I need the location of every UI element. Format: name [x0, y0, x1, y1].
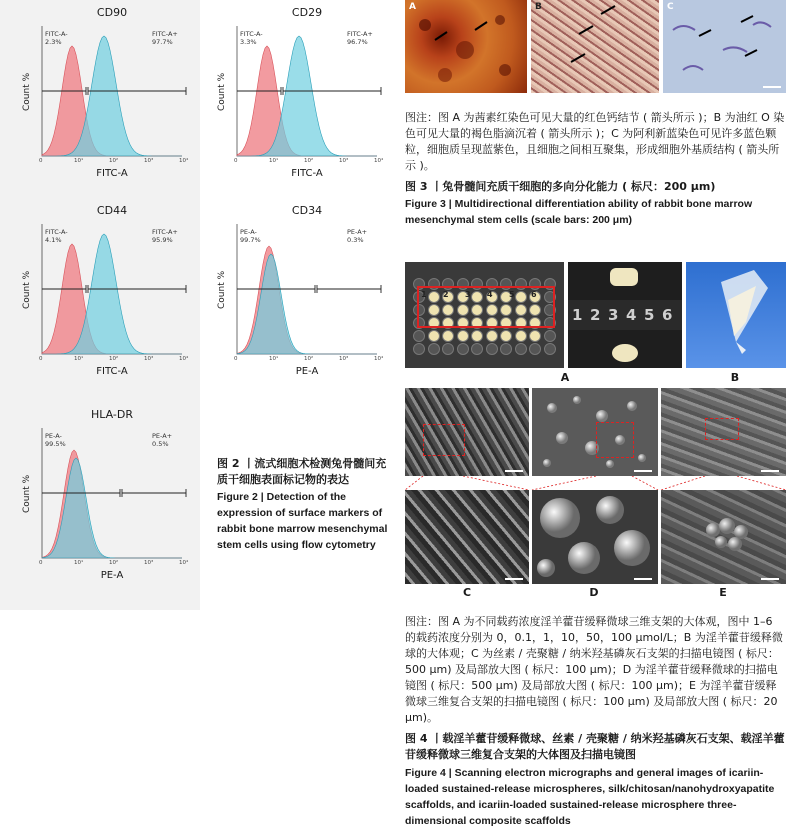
- x-tick: 0: [234, 158, 238, 164]
- scale-bar: [761, 578, 779, 580]
- panel-label-c: C: [462, 586, 472, 599]
- oil-red-o-photo: [531, 0, 659, 93]
- scale-bar: [505, 578, 523, 580]
- ruler-number: 1: [572, 306, 583, 324]
- positive-gate-label: FITC-A+ 97.7%: [152, 30, 178, 46]
- histogram-cd29: [207, 6, 384, 196]
- ruler-number: 5: [644, 306, 655, 324]
- alizarin-red-photo: [405, 0, 527, 93]
- figure3-caption-en: Figure 3 | Multidirectional differentiation ability of rabbit bone marrow mesenchymal stem cells (scale bars: 200 μm): [405, 198, 753, 226]
- well-number: 2: [443, 290, 449, 299]
- panel-label-a: A: [560, 371, 570, 384]
- x-tick: 10⁴: [374, 356, 384, 362]
- scale-bar: [634, 470, 652, 472]
- figure4-note: 图注：图 A 为不同载药浓度淫羊藿苷缓释微球三维支架的大体观，图中 1–6 的载药浓度分别为 0，0.1，1，10，50，100 μmol/L；B 为淫羊藿苷缓释微球的大体观；C 为丝素 / 壳聚糖 / 纳米羟基磷灰石支架的扫描电镜图 ( 标尺：500 μm) 及局部放大图 ( 标尺：100 μm)；D 为淫羊藿苷缓释微球的扫描电镜图 ( 标尺：500 μm) 及局部放大图 ( 标尺：100 μm)；E 为淫羊藿苷缓释微球三维复合支架的扫描电镜图 ( 标尺：100 μm) 及局部放大图 ( 标尺：20 μm)。: [405, 615, 783, 724]
- panel-label-d: D: [589, 586, 599, 599]
- positive-gate-label: FITC-A+ 95.9%: [152, 228, 178, 244]
- well: [428, 343, 440, 355]
- y-axis-label: Count %: [217, 72, 227, 111]
- sem-composite-overview: [661, 388, 786, 476]
- x-axis-label: FITC-A: [96, 168, 128, 179]
- sem-scaffold-overview: [405, 388, 529, 476]
- x-tick: 10³: [144, 356, 154, 362]
- positive-gate-label: PE-A+ 0.3%: [347, 228, 368, 244]
- x-tick: 10³: [144, 560, 154, 566]
- histogram-title: CD29: [291, 6, 323, 19]
- x-tick: 10⁴: [179, 560, 189, 566]
- x-tick: 10²: [304, 356, 314, 362]
- figure4-caption-en: Figure 4 | Scanning electron micrographs and general images of icariin-loaded sustained-release microspheres, silk/chitosan/nanohydroxyapatite scaffolds, and icariin-loaded sustained-release microsphere three-dimensional composite scaffolds: [405, 767, 775, 827]
- sem-composite-zoom: [661, 490, 786, 584]
- x-tick: 10¹: [269, 158, 279, 164]
- well: [515, 330, 527, 342]
- well: [428, 330, 440, 342]
- well: [515, 343, 527, 355]
- figure2-caption-en: Figure 2 | Detection of the expression of surface markers of rabbit bone marrow mesenchymal stem cells using flow cytometry: [217, 491, 388, 551]
- histogram-hla-dr: [12, 408, 189, 598]
- well: [529, 343, 541, 355]
- zoom-connector-lines: [405, 476, 786, 490]
- well-number: 1: [421, 290, 427, 299]
- negative-gate-label: PE-A- 99.7%: [240, 228, 261, 244]
- panel-label-c: C: [667, 2, 674, 12]
- well: [457, 343, 469, 355]
- scaffold-sample-top: [610, 268, 638, 286]
- x-tick: 10¹: [74, 560, 84, 566]
- panel-label-b: B: [730, 371, 740, 384]
- x-tick: 10²: [109, 356, 119, 362]
- x-tick: 10²: [304, 158, 314, 164]
- negative-gate-label: FITC-A- 3.3%: [240, 30, 263, 46]
- zoom-box: [423, 424, 465, 456]
- histogram-title: CD44: [96, 204, 128, 217]
- figure4-caption-zh: 图 4 丨载淫羊藿苷缓释微球、丝素 / 壳聚糖 / 纳米羟基磷灰石支架、载淫羊藿苷缓释微球三维复合支架的大体图及扫描电镜图: [405, 732, 785, 761]
- negative-gate-label: FITC-A- 4.1%: [45, 228, 68, 244]
- x-tick: 10¹: [269, 356, 279, 362]
- x-tick: 10³: [144, 158, 154, 164]
- well-plate-photo: [405, 262, 564, 368]
- x-tick: 10²: [109, 560, 119, 566]
- figure2-caption-zh: 图 2 丨流式细胞术检测兔骨髓间充质干细胞表面标记物的表达: [217, 457, 387, 486]
- histogram-cd34: [207, 204, 384, 394]
- y-axis-label: Count %: [217, 270, 227, 309]
- histogram-title: HLA-DR: [90, 408, 134, 421]
- well: [486, 343, 498, 355]
- x-tick: 10¹: [74, 356, 84, 362]
- histogram-title: CD34: [291, 204, 323, 217]
- sem-scaffold-zoom: [405, 490, 529, 584]
- x-tick: 10⁴: [374, 158, 384, 164]
- well-number: 3: [465, 290, 471, 299]
- x-tick: 10³: [339, 356, 349, 362]
- zoom-box: [705, 418, 739, 440]
- highlight-box: [417, 286, 555, 328]
- scaffold-sample-bottom: [612, 344, 638, 362]
- ruler-number: 4: [626, 306, 637, 324]
- well: [413, 330, 425, 342]
- x-axis-label: PE-A: [100, 570, 124, 581]
- well: [471, 330, 483, 342]
- ruler-number: 3: [608, 306, 619, 324]
- ruler-number: 2: [590, 306, 601, 324]
- histogram-cd44: [12, 204, 189, 394]
- x-tick: 0: [39, 560, 43, 566]
- x-tick: 0: [39, 356, 43, 362]
- x-tick: 10⁴: [179, 356, 189, 362]
- well: [529, 330, 541, 342]
- scale-bar: [505, 470, 523, 472]
- well: [500, 343, 512, 355]
- scale-bar: [634, 578, 652, 580]
- y-axis-label: Count %: [22, 474, 32, 513]
- well: [544, 330, 556, 342]
- sem-microsphere-overview: [532, 388, 658, 476]
- x-tick: 10¹: [74, 158, 84, 164]
- histogram-cd90: [12, 6, 189, 196]
- ruler-number: 6: [662, 306, 673, 324]
- x-axis-label: FITC-A: [291, 168, 323, 179]
- ruler-photo: [568, 262, 682, 368]
- well: [413, 343, 425, 355]
- well: [457, 330, 469, 342]
- positive-gate-label: PE-A+ 0.5%: [152, 432, 173, 448]
- histogram-title: CD90: [96, 6, 128, 19]
- well: [500, 330, 512, 342]
- well: [471, 343, 483, 355]
- negative-gate-label: FITC-A- 2.3%: [45, 30, 68, 46]
- panel-label-a: A: [409, 2, 416, 12]
- x-axis-label: PE-A: [295, 366, 319, 377]
- scale-bar: [761, 470, 779, 472]
- figure3-note: 图注：图 A 为茜素红染色可见大量的红色钙结节 ( 箭头所示 )；B 为油红 O 染色可见大量的褐色脂滴沉着 ( 箭头所示 )；C 为阿利新蓝染色可见许多蓝色颗粒，细胞质呈现蓝紫色，且细胞之间相互聚集，形成细胞外基质结构 ( 箭头所示 )。: [405, 111, 785, 172]
- panel-label-b: B: [535, 2, 542, 12]
- y-axis-label: Count %: [22, 72, 32, 111]
- figure3-caption-zh: 图 3 丨兔骨髓间充质干细胞的多向分化能力 ( 标尺：200 μm): [405, 180, 716, 193]
- negative-gate-label: PE-A- 99.5%: [45, 432, 66, 448]
- x-tick: 10²: [109, 158, 119, 164]
- sem-microsphere-zoom: [532, 490, 658, 584]
- y-axis-label: Count %: [22, 270, 32, 309]
- well: [544, 343, 556, 355]
- well: [442, 330, 454, 342]
- x-tick: 0: [234, 356, 238, 362]
- zoom-box: [596, 422, 634, 458]
- positive-gate-label: FITC-A+ 96.7%: [347, 30, 373, 46]
- well: [442, 343, 454, 355]
- microsphere-tube-photo: [686, 262, 786, 368]
- x-tick: 0: [39, 158, 43, 164]
- x-axis-label: FITC-A: [96, 366, 128, 377]
- x-tick: 10³: [339, 158, 349, 164]
- alcian-blue-photo: [663, 0, 786, 93]
- well-number: 6: [531, 290, 537, 299]
- panel-label-e: E: [719, 586, 727, 599]
- x-tick: 10⁴: [179, 158, 189, 164]
- well-number: 4: [487, 290, 493, 299]
- well-number: 5: [509, 290, 515, 299]
- well: [486, 330, 498, 342]
